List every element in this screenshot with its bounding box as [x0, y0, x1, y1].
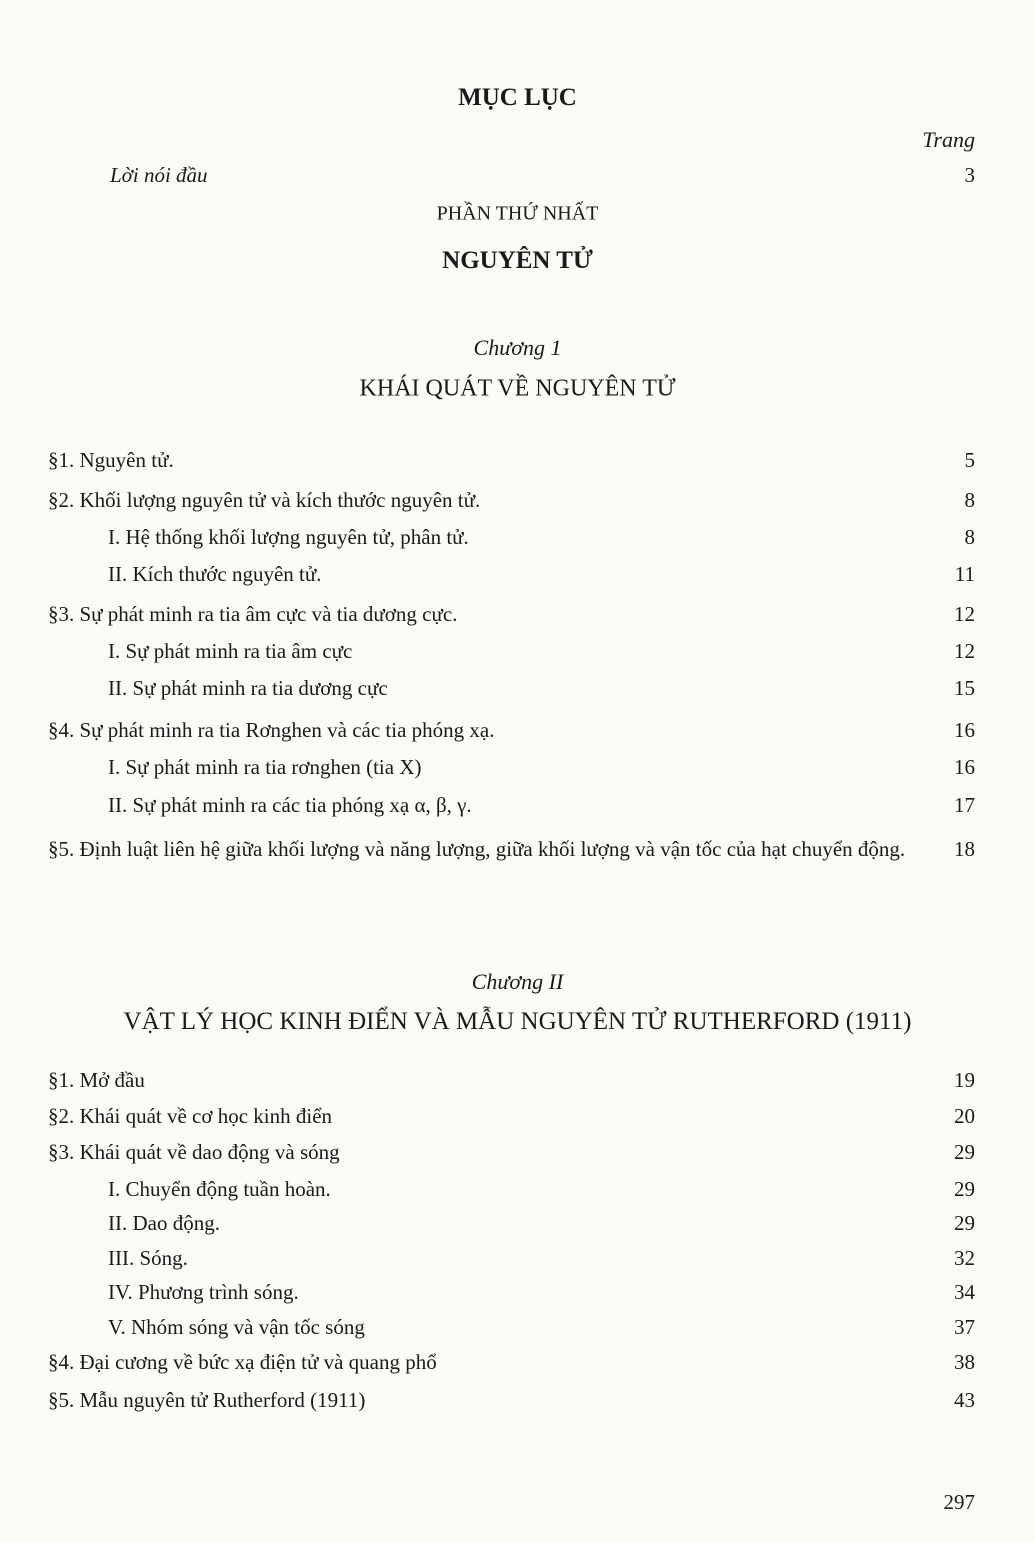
chapter2-title: VẬT LÝ HỌC KINH ĐIỂN VÀ MẪU NGUYÊN TỬ RUTHERFORD (1911)	[123, 1008, 912, 1035]
toc-subentry: II. Dao động. 29	[108, 1211, 975, 1235]
chapter2-label: Chương II	[471, 969, 564, 994]
chapter1-label: Chương 1	[473, 335, 562, 360]
toc-entry: §5. Mẫu nguyên tử Rutherford (1911) 43	[48, 1388, 975, 1412]
toc-entry: §5. Định luật liên hệ giữa khối lượng và năng lượng, giữa khối lượng và vận tốc của hạt chuyển động. 18	[48, 837, 975, 861]
part-label: PHẦN THỨ NHẤT	[436, 202, 599, 225]
part-title: NGUYÊN TỬ	[442, 247, 593, 274]
toc-subentry: I. Sự phát minh ra tia âm cực 12	[108, 639, 975, 663]
toc-entry: §1. Mở đầu 19	[48, 1068, 975, 1092]
toc-subentry: II. Kích thước nguyên tử. 11	[108, 562, 975, 586]
toc-entry: §4. Đại cương về bức xạ điện tử và quang phổ 38	[48, 1350, 975, 1374]
toc-entry: §1. Nguyên tử. 5	[48, 448, 975, 472]
toc-entry: §3. Sự phát minh ra tia âm cực và tia dương cực. 12	[48, 602, 975, 626]
toc-subentry: I. Hệ thống khối lượng nguyên tử, phân tử. 8	[108, 525, 975, 549]
toc-subentry: I. Chuyển động tuần hoàn. 29	[108, 1177, 975, 1201]
page-number: 297	[943, 1490, 975, 1514]
chapter1-title: KHÁI QUÁT VỀ NGUYÊN TỬ	[359, 375, 676, 402]
toc-entry: §2. Khái quát về cơ học kinh điển 20	[48, 1104, 975, 1128]
toc-subentry: III. Sóng. 32	[108, 1246, 975, 1270]
toc-entry: §3. Khái quát về dao động và sóng 29	[48, 1140, 975, 1164]
toc-subentry: II. Sự phát minh ra các tia phóng xạ α, β, γ. 17	[108, 793, 975, 817]
toc-subentry: IV. Phương trình sóng. 34	[108, 1280, 975, 1304]
toc-title: MỤC LỤC	[458, 84, 577, 111]
toc-subentry: V. Nhóm sóng và vận tốc sóng 37	[108, 1315, 975, 1339]
toc-entry-preface: Lời nói đầu 3	[110, 163, 975, 187]
toc-subentry: I. Sự phát minh ra tia rơnghen (tia X) 16	[108, 755, 975, 779]
toc-entry: §4. Sự phát minh ra tia Rơnghen và các tia phóng xạ. 16	[48, 718, 975, 742]
toc-entry: §2. Khối lượng nguyên tử và kích thước nguyên tử. 8	[48, 488, 975, 512]
toc-subentry: II. Sự phát minh ra tia dương cực 15	[108, 676, 975, 700]
page-column-label: Trang	[922, 127, 975, 152]
